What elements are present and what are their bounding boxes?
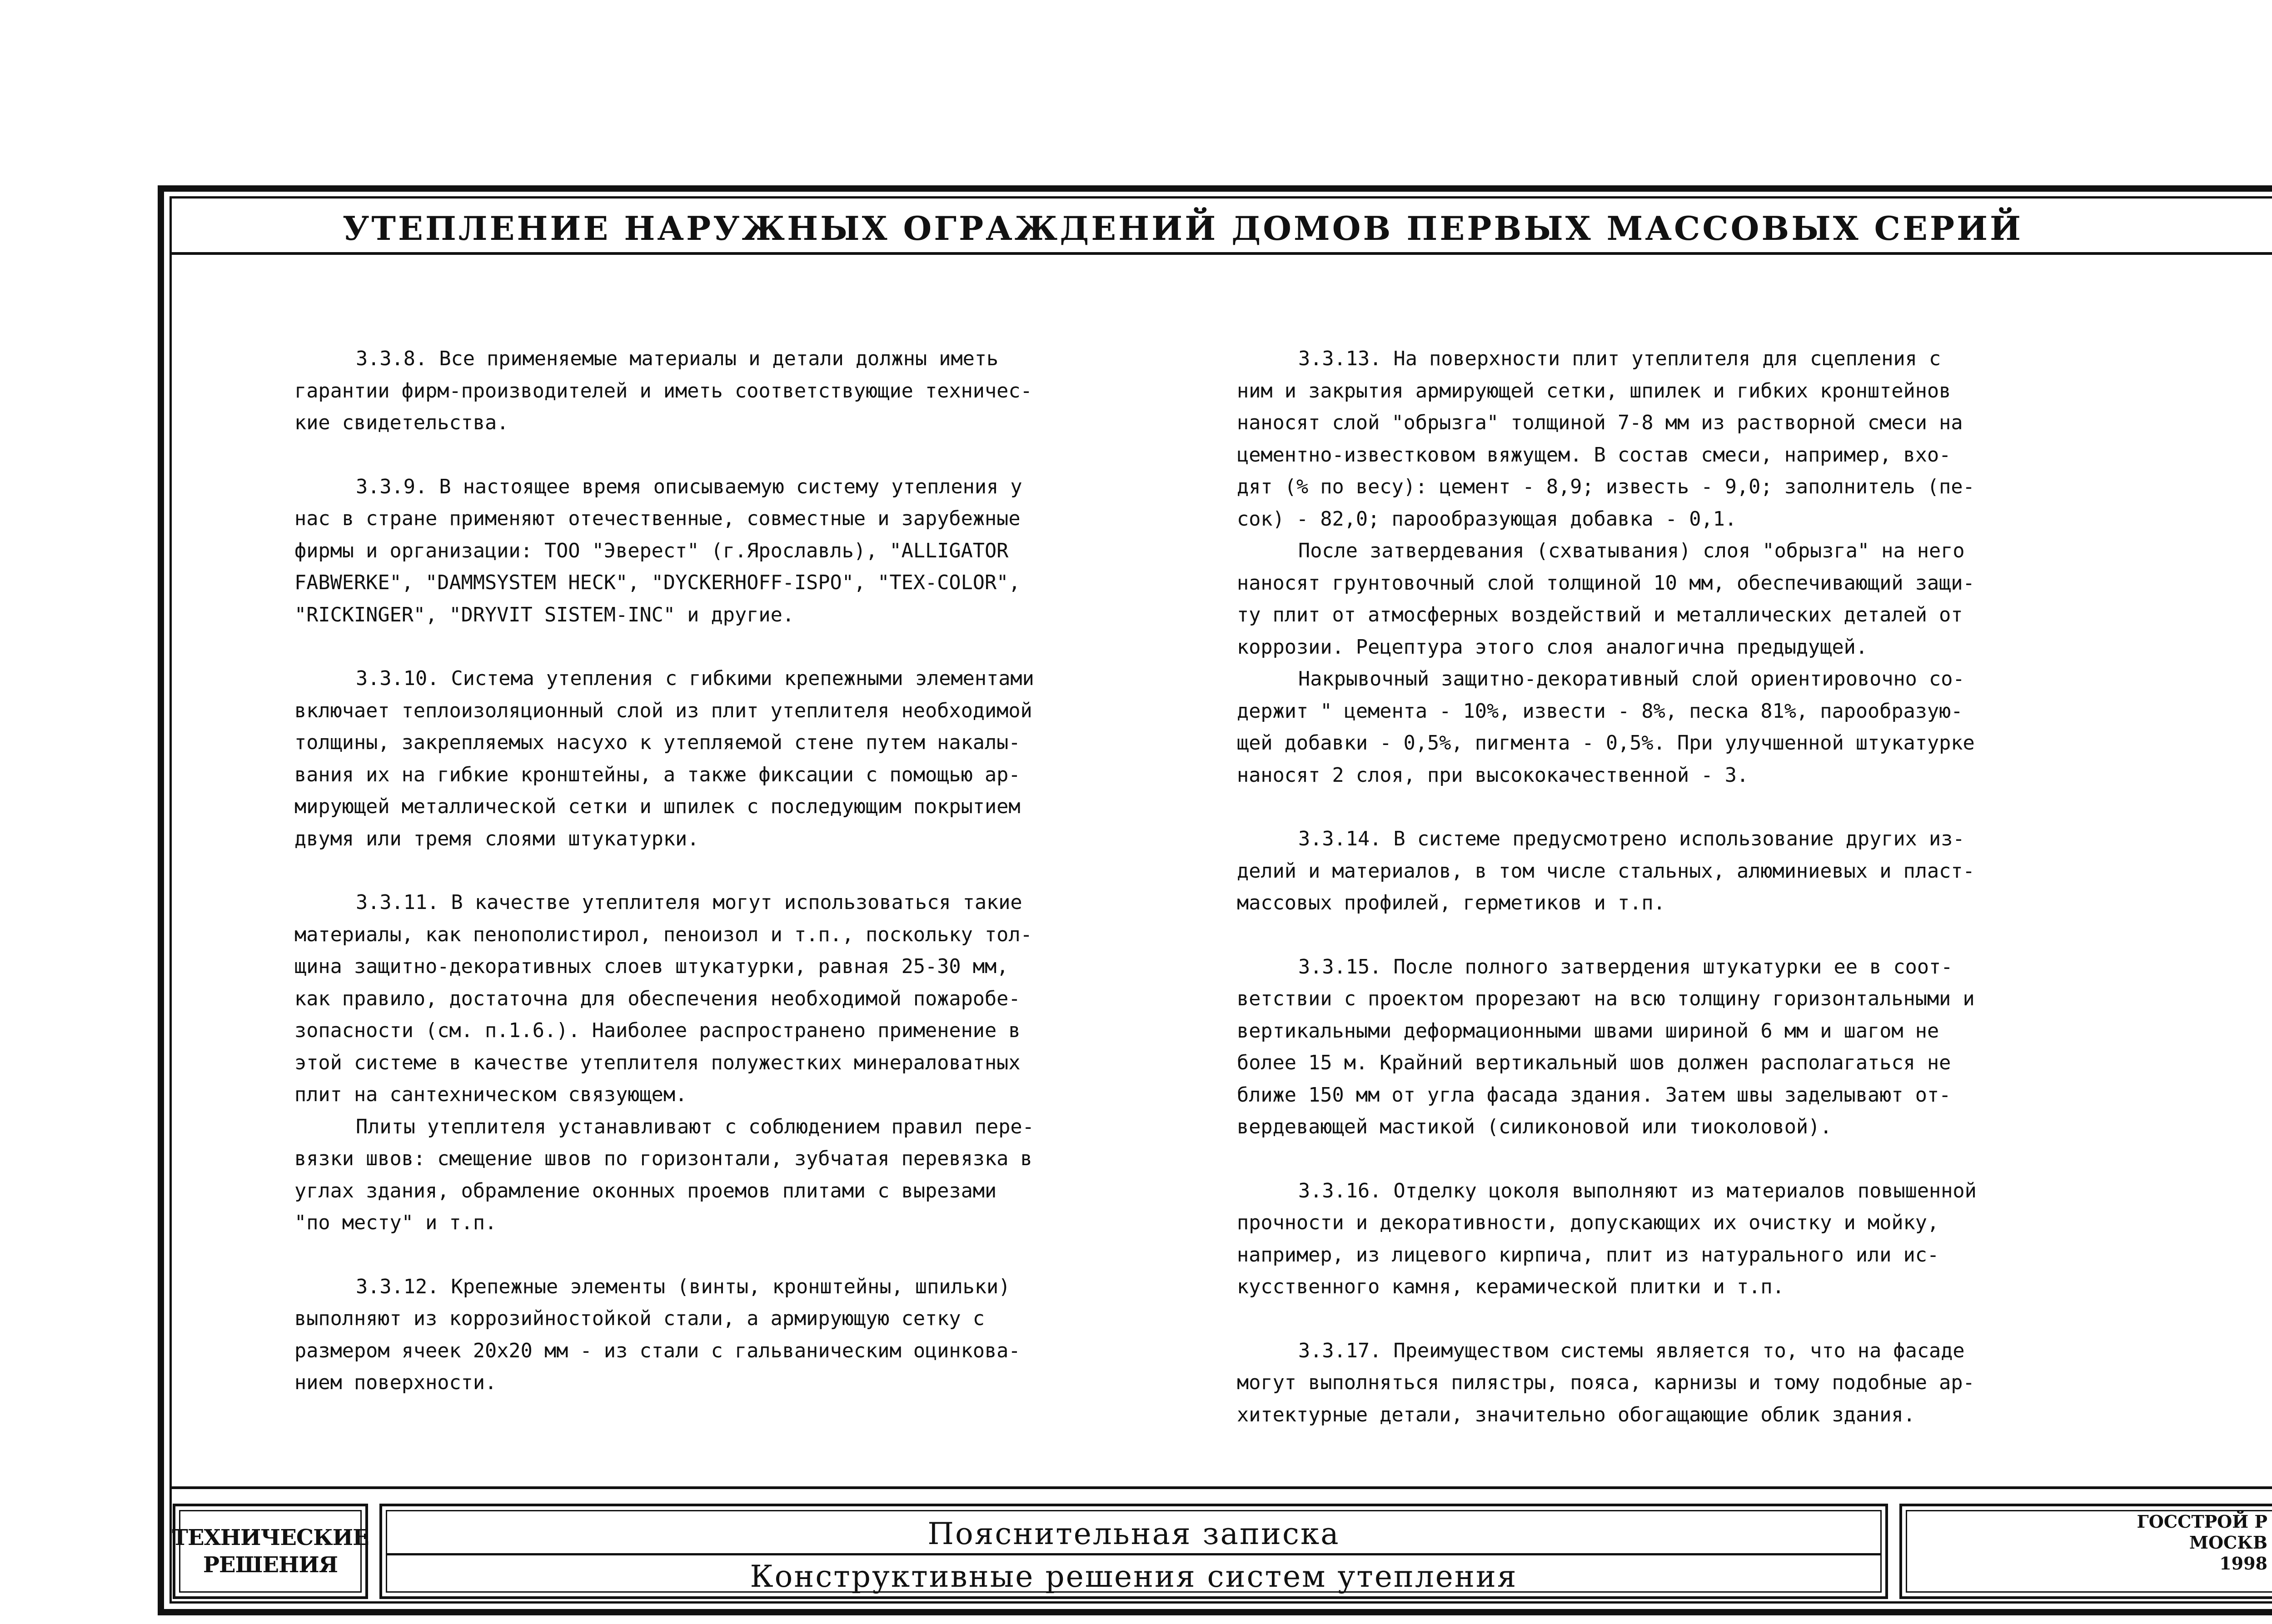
- text-line: вердевающей мастикой (силиконовой или тиоколовой).: [1237, 1116, 1832, 1138]
- category-line-1: ТЕХНИЧЕСКИЕ: [172, 1525, 369, 1550]
- paragraph: [294, 343, 1085, 439]
- right-text-column: [1237, 343, 2028, 1463]
- text-line: этой системе в качестве утеплителя полужестких минераловатных: [294, 1051, 1021, 1074]
- text-line: могут выполняться пилястры, пояса, карнизы и тому подобные ар-: [1237, 1371, 1975, 1394]
- title-divider: [169, 252, 2272, 255]
- title-stamp: [379, 1504, 1888, 1599]
- paragraph: [1237, 823, 2028, 919]
- text-line: 3.3.17. Преимуществом системы является то, что на фасаде: [1298, 1339, 1965, 1362]
- text-line: сок) - 82,0; парообразующая добавка - 0,1.: [1237, 507, 1737, 531]
- text-line: материалы, как пенополистирол, пеноизол и т.п., поскольку тол-: [294, 923, 1032, 946]
- text-line: наносят слой "обрызга" толщиной 7-8 мм из растворной смеси на: [1237, 412, 1963, 434]
- paragraph: [1237, 951, 2028, 1143]
- paragraph: [294, 1271, 1085, 1399]
- text-line: дят (% по весу): цемент - 8,9; известь - 9,0; заполнитель (пе-: [1237, 476, 1975, 498]
- paragraph: [294, 663, 1085, 855]
- text-line: углах здания, обрамление оконных проемов плитами с вырезами: [294, 1179, 997, 1202]
- text-line: массовых профилей, герметиков и т.п.: [1237, 892, 1665, 914]
- stamp-title-line-1: Пояснительная записка: [927, 1516, 1340, 1551]
- text-line: щина защитно-декоративных слоев штукатурки, равная 25-30 мм,: [294, 955, 1009, 978]
- paragraph: [1237, 1175, 2028, 1303]
- text-line: 3.3.8. Все применяемые материалы и детали должны иметь: [356, 348, 999, 370]
- text-line: хитектурные детали, значительно обогащающие облик здания.: [1237, 1403, 1915, 1426]
- org-line-3: 1998: [2219, 1553, 2267, 1574]
- text-line: 3.3.12. Крепежные элементы (винты, кронштейны, шпильки): [356, 1275, 1011, 1298]
- stamp-title-separator: [387, 1553, 1880, 1555]
- text-line: цементно-известковом вяжущем. В состав смеси, например, вхо-: [1237, 443, 1951, 467]
- text-line: FABWERKE", "DAMMSYSTEM HECK", "DYCKERHOFF-ISPO", "TEX-COLOR",: [294, 571, 1021, 594]
- text-line: прочности и декоративности, допускающих их очистку и мойку,: [1237, 1212, 1939, 1234]
- document-title: УТЕПЛЕНИЕ НАРУЖНЫХ ОГРАЖДЕНИЙ ДОМОВ ПЕРВЫХ МАССОВЫХ СЕРИЙ: [342, 209, 2023, 248]
- text-line: "по месту" и т.п.: [294, 1212, 497, 1234]
- paragraph: [294, 471, 1085, 631]
- category-stamp: [173, 1504, 368, 1599]
- text-line: ним и закрытия армирующей сетки, шпилек и гибких кронштейнов: [1237, 379, 1951, 402]
- text-line: нием поверхности.: [294, 1371, 497, 1394]
- text-line: зопасности (см. п.1.6.). Наиболее распространено применение в: [294, 1019, 1021, 1042]
- category-line-2: РЕШЕНИЯ: [203, 1552, 338, 1578]
- stamp-title-line-2: Конструктивные решения систем утепления: [750, 1559, 1518, 1594]
- stamp-divider: [169, 1486, 2272, 1489]
- text-line: 3.3.11. В качестве утеплителя могут использоваться такие: [356, 891, 1022, 914]
- paragraph: [1237, 1335, 2028, 1431]
- text-line: держит " цемента - 10%, извести - 8%, песка 81%, парообразую-: [1237, 700, 1963, 723]
- text-line: делий и материалов, в том числе стальных, алюминиевых и пласт-: [1237, 859, 1975, 883]
- text-line: гарантии фирм-производителей и иметь соответствующие техничес-: [294, 379, 1032, 402]
- text-line: включает теплоизоляционный слой из плит утеплителя необходимой: [294, 699, 1032, 722]
- text-line: щей добавки - 0,5%, пигмента - 0,5%. При улучшенной штукатурке: [1237, 732, 1975, 755]
- org-line-2: МОСКВ: [2189, 1532, 2267, 1553]
- left-text-column: [294, 343, 1085, 1431]
- text-line: вания их на гибкие кронштейны, а также фиксации с помощью ар-: [294, 763, 1021, 786]
- text-line: как правило, достаточна для обеспечения необходимой пожаробе-: [294, 987, 1021, 1010]
- text-line: кие свидетельства.: [294, 412, 509, 434]
- text-line: нас в стране применяют отечественные, совместные и зарубежные: [294, 507, 1021, 530]
- text-line: 3.3.15. После полного затвердения штукатурки ее в соот-: [1298, 955, 1953, 978]
- text-line: более 15 м. Крайний вертикальный шов должен располагаться не: [1237, 1052, 1951, 1074]
- text-line: плит на сантехническом связующем.: [294, 1083, 688, 1106]
- text-line: наносят грунтовочный слой толщиной 10 мм, обеспечивающий защи-: [1237, 571, 1975, 595]
- text-line: коррозии. Рецептура этого слоя аналогична предыдущей.: [1237, 636, 1868, 659]
- organization-stamp: [1899, 1504, 2272, 1599]
- text-line: Плиты утеплителя устанавливают с соблюдением правил пере-: [356, 1115, 1034, 1138]
- text-line: ту плит от атмосферных воздействий и металлических деталей от: [1237, 604, 1963, 626]
- text-line: ветствии с проектом прорезают на всю толщину горизонтальными и: [1237, 988, 1975, 1010]
- text-line: например, из лицевого кирпича, плит из натурального или ис-: [1237, 1243, 1939, 1266]
- org-line-1: ГОССТРОЙ Р: [2137, 1511, 2267, 1532]
- text-line: наносят 2 слоя, при высококачественной - 3.: [1237, 764, 1749, 787]
- paragraph: [294, 887, 1085, 1239]
- text-line: ближе 150 мм от угла фасада здания. Затем швы заделывают от-: [1237, 1083, 1951, 1107]
- text-line: вертикальными деформационными швами шириной 6 мм и шагом не: [1237, 1019, 1939, 1043]
- text-line: толщины, закрепляемых насухо к утепляемой стене путем накалы-: [294, 731, 1021, 754]
- text-line: После затвердевания (схватывания) слоя "обрызга" на него: [1298, 540, 1965, 562]
- text-line: вязки швов: смещение швов по горизонтали, зубчатая перевязка в: [294, 1147, 1032, 1170]
- text-line: двумя или тремя слоями штукатурки.: [294, 827, 699, 850]
- text-line: 3.3.9. В настоящее время описываемую систему утепления у: [356, 475, 1022, 498]
- text-line: фирмы и организации: ТОО "Эверест" (г.Ярославль), "ALLIGATOR: [294, 539, 1009, 562]
- text-line: мирующей металлической сетки и шпилек с последующим покрытием: [294, 795, 1021, 818]
- text-line: Накрывочный защитно-декоративный слой ориентировочно со-: [1298, 668, 1965, 690]
- text-line: выполняют из коррозийностойкой стали, а армирующую сетку с: [294, 1307, 985, 1330]
- paragraph: [1237, 343, 2028, 791]
- text-line: размером ячеек 20x20 мм - из стали с гальваническим оцинкова-: [294, 1339, 1021, 1362]
- text-line: 3.3.16. Отделку цоколя выполняют из материалов повышенной: [1298, 1179, 1977, 1202]
- text-line: кусственного камня, керамической плитки и т.п.: [1237, 1276, 1784, 1298]
- text-line: "RICKINGER", "DRYVIT SISTEM-INC" и другие.: [294, 603, 794, 626]
- text-line: 3.3.14. В системе предусмотрено использование других из-: [1298, 828, 1965, 850]
- text-line: 3.3.10. Система утепления с гибкими крепежными элементами: [356, 667, 1034, 690]
- text-line: 3.3.13. На поверхности плит утеплителя для сцепления с: [1298, 348, 1941, 370]
